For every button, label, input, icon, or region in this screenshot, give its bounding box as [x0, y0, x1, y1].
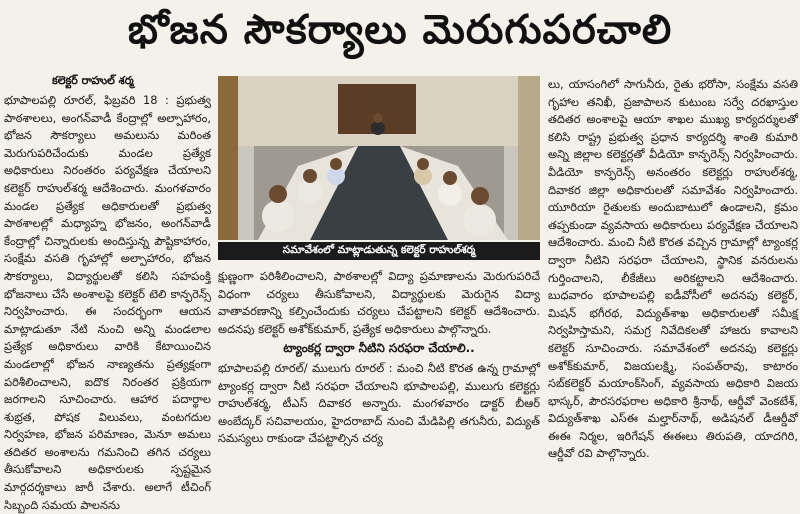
article-column-1: భూపాలపల్లి రూరల్, ఫిబ్రవరి 18 : ప్రభుత్వ పాఠశాలలు, అంగన్‌వాడీ కేంద్రాల్లో అల్పాహారం, భోజన సౌకర్యాలు అమలును మరింత మెరుగుపరిచేందుకు మండల ప్రత్యేక అధికారులు నిరంతరం పర్యవేక్షణ చేయాలని కలెక్టర్ రాహుల్‌శర్మ ఆదేశించారు. మంగళవారం మండల ప్రత్యేక అధికారులతో ప్రభుత్వ పాఠశాలల్లో మధ్యాహ్న భోజనం, అంగన్‌వాడీ కేంద్రాల్లో చిన్నారులకు అందిస్తున్న పౌష్టికాహారం, సంక్షేమ వసతి గృహాల్లో అల్పాహారం, భోజన సౌకర్యాలు, విద్యార్థులతో కలిసి సహపంక్తి భోజనాలు చేసే అంశాలపై కలెక్టర్ టెలి కాన్ఫరెన్స్ నిర్వహించారు. ఈ సందర్భంగా ఆయన మాట్లాడుతూ నేటి నుంచి అన్ని మండలాల ప్రత్యేక అధికారులు వారికి కేటాయించిన మండలాల్లో భోజన నాణ్యతను ప్రత్యక్షంగా పరిశీలించాలని, ఐదొక నిరంతర ప్రక్రియగా జరగాలని సూచించారు. ఆహార పదార్థాల శుభ్రత, పోషక విలువలు, వంటగదుల నిర్వహణ, భోజన పరిమాణం, మెనూ అమలు తదితర అంశాలను గమనించి తగిన చర్యలు తీసుకోవాలని అధికారులకు స్పష్టమైన మార్గదర్శకాలు జారీ చేశారు. అలాగే టీచింగ్ సిబ్బంది సమయ పాలనను: [4, 93, 211, 512]
meeting-photo: [218, 76, 540, 240]
photo-caption: సమావేశంలో మాట్లాడుతున్న కలెక్టర్ రాహుల్‌శర్మ: [218, 242, 540, 260]
article-column-2-text: క్షుణ్ణంగా పరిశీలించాలని, పాఠశాలల్లో విద్యా ప్రమాణాలను మెరుగుపరిచే విధంగా చర్యలు తీసుకోవాలని, విద్యార్థులకు మెరుగైన విద్యా వాతావరణాన్ని కల్పించేందుకు చర్యలు చేపట్టాలని కలెక్టర్ ఆదేశించారు. అదనపు కలెక్టర్ అశోక్‌కుమార్, ప్రత్యేక అధికారులు పాల్గొన్నారు.: [218, 269, 540, 336]
meeting-photo-illustration: [218, 76, 540, 240]
article-column-2: [218, 268, 540, 488]
byline: కలెక్టర్ రాహుల్ శర్మ: [52, 74, 134, 87]
article-column-3: లు, యాసంగిలో సాగునీరు, రైతు భరోసా, సంక్షేమ వసతి గృహాల తనిఖీ, ప్రజాపాలన కుటుంబ సర్వే దరఖాస్తుల తదితర అంశాలపై ఆయా శాఖల ముఖ్య కార్యదర్శులతో కలిసి రాష్ట్ర ప్రభుత్వ ప్రధాన కార్యదర్శి శాంతి కుమారి అన్ని జిల్లాల కలెక్టర్లతో వీడియో కాన్ఫరెన్స్ నిర్వహించారు. వీడియో కాన్ఫరెన్స్ అనంతరం కలెక్టర్లు రాహుల్‌శర్మ, దివాకర జిల్లా అధికారులతో సమావేశం నిర్వహించారు. యూరియా రైతులకు అందుబాటులో ఉండాలని, క్రమం తప్పకుండా వ్యవసాయ అధికారులు పర్యవేక్షణ చేయాలని ఆదేశించారు. మంచి నీటి కొరత వచ్చిన గ్రామాల్లో ట్యాంకర్ల ద్వారా నీటిని సరఫరా చేయాలని, స్థానిక వనరులను గుర్తించాలని, లీకేజీలు అరికట్టాలని ఆదేశించారు. బుధవారం భూపాలపల్లి ఐడీవోసీలో అదనపు కలెక్టర్, మిషన్ భగీరథ, విద్యుత్‌శాఖ అధికారులతో సమీక్ష నిర్వహిస్తామని, సమగ్ర నివేదికలతో హాజరు కావాలని కలెక్టర్ సూచించారు. సమావేశంలో అదనపు కలెక్టర్లు అశోక్‌కుమార్, విజయలక్ష్మి, సంపత్‌రావు, కాటారం సబ్‌కలెక్టర్ మయాంక్‌సింగ్, వ్యవసాయ అధికారి విజయ భాస్కర్, పౌరసరఫరాల అధికారి శ్రీనాథ్, ఆర్డీవో వెంకటేశ్, విద్యుత్‌శాఖ ఎస్ఈ మల్హార్‌నాథ్, అడిషనల్ డీఆర్డీవో ఈఈ నిర్మల, ఇరిగేషన్ ఈఈలు తిరుపతి, యాదగిరి, ఆర్డీవో రవి పాల్గొన్నారు.: [548, 77, 798, 461]
subheading: ట్యాంకర్ల ద్వారా నీటిని సరఫరా చేయాలి..: [283, 341, 475, 356]
article-column-2-text-b: భూపాలపల్లి రూరల్/ ములుగు రూరల్ : మంచి నీటి కొరత ఉన్న గ్రామాల్లో ట్యాంకర్ల ద్వారా నీటి సరఫరా చేయాలని భూపాలపల్లి, ములుగు కలెక్టర్లు రాహుల్‌శర్మ, టీఎస్ దివాకర అన్నారు. మంగళవారం డాక్టర్ బీఆర్ అంబేద్కర్ సచివాలయం, హైదరాబాద్ నుంచి మేడిపిల్లి తగునీరు, విద్యుత్ సమస్యలు రాకుండా చేపట్టాల్సిన చర్య: [218, 360, 540, 446]
headline: భోజన సౌకర్యాలు మెరుగుపరచాలి: [127, 7, 673, 53]
